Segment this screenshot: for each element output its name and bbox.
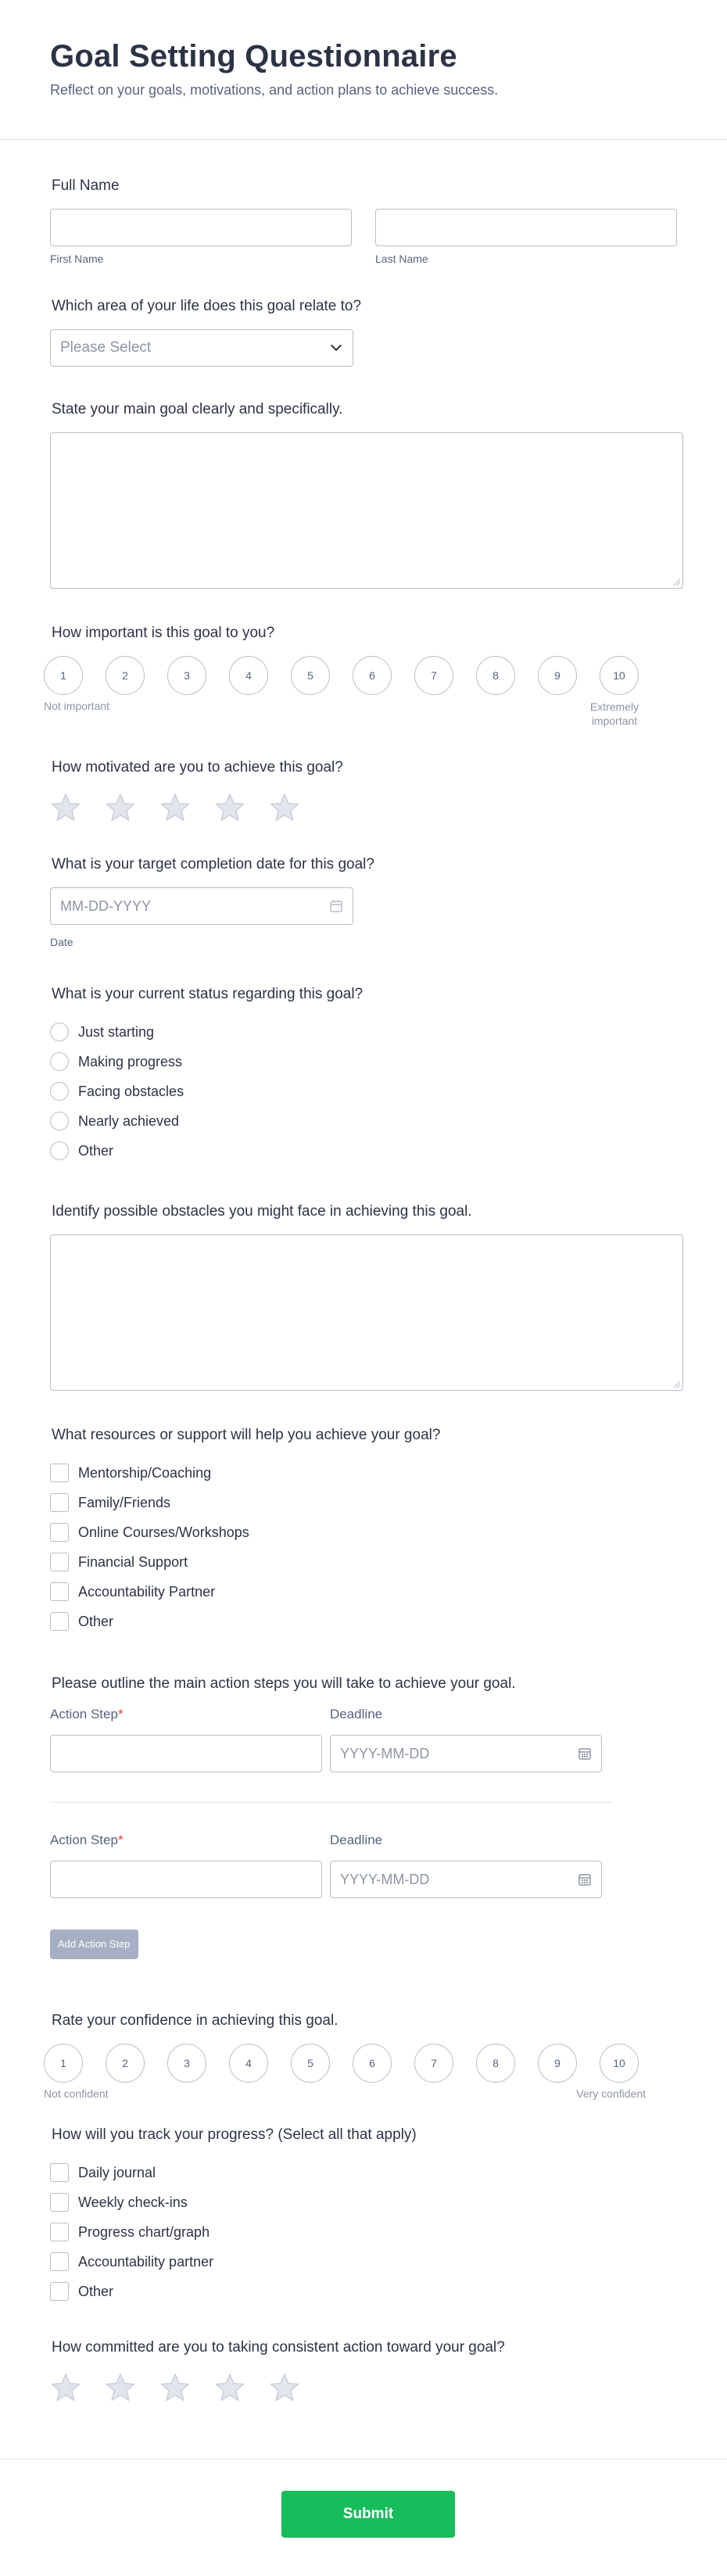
target-date-placeholder: MM-DD-YYYY: [60, 897, 151, 914]
action-steps-label: Please outline the main action steps you will take to achieve your goal.: [52, 1675, 516, 1692]
motivation-label: How motivated are you to achieve this goal?: [52, 759, 343, 776]
status-option[interactable]: [50, 1136, 677, 1166]
tracking-option[interactable]: [50, 2187, 677, 2217]
importance-low-label: Not important: [44, 700, 110, 712]
confidence-section: [44, 2012, 677, 2100]
deadline-placeholder: YYYY-MM-DD: [340, 1871, 430, 1887]
confidence-option-6[interactable]: 6: [353, 2044, 392, 2083]
action-step-row: [50, 1707, 677, 1772]
importance-option-6[interactable]: 6: [353, 656, 392, 695]
resize-handle-icon[interactable]: [674, 579, 680, 586]
tracking-check[interactable]: [50, 2163, 69, 2182]
tracking-options: [50, 2158, 677, 2306]
deadline-input[interactable]: [330, 1735, 602, 1772]
motivation-star-icon[interactable]: [214, 792, 245, 823]
resources-option[interactable]: [50, 1488, 677, 1517]
resources-option[interactable]: [50, 1458, 677, 1488]
page-subtitle: Reflect on your goals, motivations, and action plans to achieve success.: [50, 82, 499, 98]
resources-check[interactable]: [50, 1523, 69, 1542]
resources-option[interactable]: [50, 1547, 677, 1577]
commitment-section: [50, 2339, 677, 2403]
tracking-check[interactable]: [50, 2252, 69, 2271]
motivation-section: [50, 759, 677, 823]
first-name-input[interactable]: [50, 209, 352, 246]
chevron-down-icon: [331, 340, 342, 351]
motivation-star-icon[interactable]: [159, 792, 191, 823]
status-section: [50, 986, 677, 1166]
motivation-star-icon[interactable]: [50, 792, 81, 823]
status-option[interactable]: [50, 1047, 677, 1077]
tracking-option-label: Other: [78, 2283, 114, 2299]
tracking-option[interactable]: [50, 2247, 677, 2277]
action-steps-section: [50, 1675, 677, 1959]
full-name-section: [50, 177, 677, 265]
resize-handle-icon[interactable]: [674, 1381, 680, 1388]
motivation-star-icon[interactable]: [269, 792, 300, 823]
obstacles-label: Identify possible obstacles you might face in achieving this goal.: [52, 1203, 472, 1220]
status-option[interactable]: [50, 1077, 677, 1106]
confidence-option-9[interactable]: 9: [538, 2044, 577, 2083]
first-name-sublabel: First Name: [50, 253, 104, 265]
confidence-scale: [44, 2044, 677, 2083]
calendar-icon[interactable]: [578, 1747, 592, 1761]
area-section: [50, 298, 677, 367]
form-header: [0, 0, 727, 140]
tracking-option[interactable]: [50, 2277, 677, 2306]
area-select-value: Please Select: [60, 339, 152, 356]
last-name-sublabel: Last Name: [375, 253, 428, 265]
commitment-star-icon[interactable]: [269, 2372, 300, 2403]
action-step-input[interactable]: [50, 1735, 322, 1772]
submit-button[interactable]: Submit: [281, 2491, 455, 2538]
deadline-label: Deadline: [330, 1833, 383, 1847]
confidence-option-10[interactable]: 10: [600, 2044, 639, 2083]
resources-option-label: Financial Support: [78, 1553, 188, 1570]
status-option[interactable]: [50, 1106, 677, 1136]
deadline-placeholder: YYYY-MM-DD: [340, 1745, 430, 1761]
importance-section: [44, 625, 677, 728]
main-goal-textarea[interactable]: [50, 432, 683, 589]
confidence-low-label: Not confident: [44, 2087, 109, 2100]
action-step-label: Action Step*: [50, 1833, 124, 1847]
last-name-input[interactable]: [375, 209, 677, 246]
tracking-option-label: Daily journal: [78, 2164, 156, 2180]
resources-option[interactable]: [50, 1607, 677, 1636]
status-option-label: Nearly achieved: [78, 1112, 180, 1129]
tracking-option[interactable]: [50, 2217, 677, 2247]
area-label: Which area of your life does this goal relate to?: [52, 298, 362, 314]
action-step-label: Action Step*: [50, 1707, 124, 1722]
confidence-label: Rate your confidence in achieving this goal.: [52, 2012, 338, 2029]
obstacles-section: [50, 1203, 677, 1391]
importance-option-4[interactable]: 4: [229, 656, 268, 695]
importance-scale: [44, 656, 677, 695]
commitment-star-icon[interactable]: [214, 2372, 245, 2403]
importance-label: How important is this goal to you?: [52, 625, 275, 641]
commitment-star-icon[interactable]: [105, 2372, 136, 2403]
form-footer: [0, 2459, 727, 2576]
target-date-label: What is your target completion date for this goal?: [52, 856, 374, 872]
motivation-star-icon[interactable]: [105, 792, 136, 823]
resources-options: [50, 1458, 677, 1636]
form-body: [0, 140, 727, 2403]
resources-option[interactable]: [50, 1517, 677, 1547]
resources-check[interactable]: [50, 1582, 69, 1601]
confidence-option-2[interactable]: 2: [106, 2044, 145, 2083]
importance-option-5[interactable]: 5: [291, 656, 330, 695]
resources-option-label: Accountability Partner: [78, 1583, 216, 1600]
status-option-label: Other: [78, 1142, 114, 1159]
resources-option[interactable]: [50, 1577, 677, 1607]
target-date-sublabel: Date: [50, 936, 73, 948]
resources-check[interactable]: [50, 1464, 69, 1482]
confidence-high-label: Very confident: [576, 2087, 646, 2100]
status-radio[interactable]: [50, 1141, 69, 1160]
status-option-label: Facing obstacles: [78, 1083, 184, 1099]
commitment-star-icon[interactable]: [159, 2372, 191, 2403]
target-date-section: [50, 856, 677, 948]
importance-option-1[interactable]: 1: [44, 656, 83, 695]
tracking-check[interactable]: [50, 2282, 69, 2301]
tracking-section: [50, 2126, 677, 2306]
status-radio[interactable]: [50, 1052, 69, 1071]
resources-section: [50, 1427, 677, 1636]
confidence-option-7[interactable]: 7: [414, 2044, 453, 2083]
main-goal-label: State your main goal clearly and specifically.: [52, 401, 343, 417]
commitment-label: How committed are you to taking consistent action toward your goal?: [52, 2339, 505, 2356]
motivation-rating: [50, 792, 677, 823]
resources-option-label: Other: [78, 1613, 114, 1629]
tracking-option[interactable]: [50, 2158, 677, 2187]
confidence-option-8[interactable]: 8: [476, 2044, 515, 2083]
tracking-label: How will you track your progress? (Select all that apply): [52, 2126, 417, 2143]
resources-option-label: Mentorship/Coaching: [78, 1464, 212, 1481]
calendar-icon[interactable]: [578, 1872, 592, 1886]
resources-label: What resources or support will help you achieve your goal?: [52, 1427, 441, 1443]
importance-high-label: Extremely important: [589, 700, 639, 727]
status-option-label: Making progress: [78, 1053, 183, 1069]
status-radio[interactable]: [50, 1082, 69, 1101]
commitment-rating: [50, 2372, 677, 2403]
importance-option-2[interactable]: 2: [106, 656, 145, 695]
importance-option-10[interactable]: 10: [600, 656, 639, 695]
resources-option-label: Family/Friends: [78, 1494, 171, 1510]
commitment-star-icon[interactable]: [50, 2372, 81, 2403]
status-option[interactable]: [50, 1017, 677, 1047]
tracking-check[interactable]: [50, 2193, 69, 2212]
resources-option-label: Online Courses/Workshops: [78, 1524, 249, 1540]
status-radio[interactable]: [50, 1112, 69, 1130]
full-name-label: Full Name: [52, 177, 120, 194]
deadline-label: Deadline: [330, 1707, 383, 1722]
action-step-input[interactable]: [50, 1861, 322, 1898]
main-goal-section: [50, 401, 677, 589]
page-title: Goal Setting Questionnaire: [50, 39, 457, 73]
importance-option-8[interactable]: 8: [476, 656, 515, 695]
status-label: What is your current status regarding this goal?: [52, 986, 364, 1002]
confidence-option-1[interactable]: 1: [44, 2044, 83, 2083]
tracking-option-label: Progress chart/graph: [78, 2223, 210, 2240]
tracking-option-label: Weekly check-ins: [78, 2194, 188, 2210]
action-step-divider: [50, 1802, 613, 1803]
importance-option-7[interactable]: 7: [414, 656, 453, 695]
tracking-check[interactable]: [50, 2223, 69, 2241]
target-date-input[interactable]: [50, 887, 353, 925]
resources-check[interactable]: [50, 1553, 69, 1571]
tracking-option-label: Accountability partner: [78, 2253, 214, 2270]
status-option-label: Just starting: [78, 1023, 155, 1040]
action-step-row: [50, 1833, 677, 1898]
status-options: [50, 1017, 677, 1166]
status-radio[interactable]: [50, 1023, 69, 1041]
confidence-option-4[interactable]: 4: [229, 2044, 268, 2083]
resources-check[interactable]: [50, 1493, 69, 1512]
obstacles-textarea[interactable]: [50, 1234, 683, 1391]
deadline-input[interactable]: [330, 1861, 602, 1898]
add-action-step-button[interactable]: Add Action Step: [50, 1929, 138, 1959]
importance-option-9[interactable]: 9: [538, 656, 577, 695]
resources-check[interactable]: [50, 1612, 69, 1631]
importance-option-3[interactable]: 3: [167, 656, 206, 695]
calendar-icon[interactable]: [329, 899, 343, 913]
confidence-option-5[interactable]: 5: [291, 2044, 330, 2083]
area-select[interactable]: [50, 329, 353, 367]
confidence-option-3[interactable]: 3: [167, 2044, 206, 2083]
